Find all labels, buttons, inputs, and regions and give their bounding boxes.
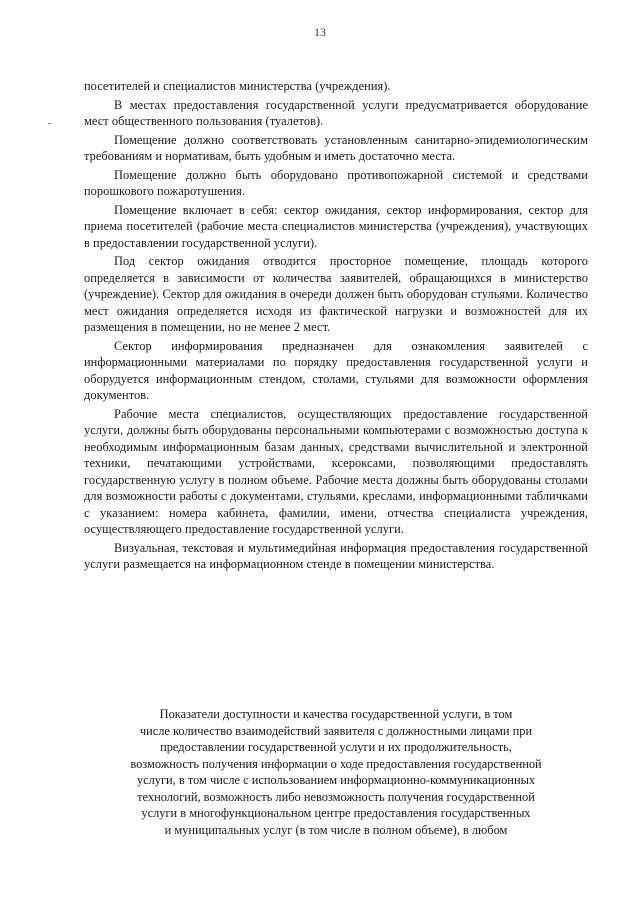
- margin-mark: [48, 123, 52, 124]
- heading-line: технологий, возможность либо невозможность получения государственной: [137, 789, 535, 804]
- paragraph-visual-information: Визуальная, текстовая и мультимедийная информация предоставления государственной услуги размещается на информационном стенде в помещении министерства.: [84, 540, 588, 571]
- paragraph-waiting-sector: Под сектор ожидания отводится просторное помещение, площадь которого определяется в зависимости от количества заявителей, обращающихся в министерство (учреждение). Сектор для ожидания в очереди должен быть оборудован стульями. Количество мест ожидания определяется исходя из фактической нагрузки и возможностей для их размещения в помещении, но не менее 2 мест.: [84, 254, 588, 334]
- paragraph-sanitary-requirements: Помещение должно соответствовать установленным санитарно-эпидемиологическим требованиям и нормативам, быть удобным и иметь достаточно места.: [84, 132, 588, 163]
- paragraph-fire-safety: Помещение должно быть оборудовано противопожарной системой и средствами порошкового пожаротушения.: [84, 167, 588, 198]
- heading-line: предоставлении государственной услуги и их продолжительность,: [160, 740, 512, 754]
- heading-line: услуги, в том числе с использованием информационно-коммуникационных: [136, 773, 536, 787]
- body-text: [84, 78, 588, 575]
- paragraph-public-facilities: В местах предоставления государственной услуги предусматривается оборудование мест общественного пользования (туалетов).: [84, 97, 588, 128]
- heading-line: возможность получения информации о ходе предоставления государственной: [130, 756, 542, 771]
- paragraph-workplaces: Рабочие места специалистов, осуществляющих предоставление государственной услуги, должны быть оборудованы персональными компьютерами с возможностью доступа к необходимым информационным базам данных, средствами вычислительной и электронной техники, печатающими устройствами, ксероксами, позволяющими предоставлять государственную услугу в полном объеме. Рабочие места должны быть оборудованы столами для возможности работы с документами, стульями, креслами, информационными табличками с указанием: номера кабинета, фамилии, имени, отчества специалиста учреждения, осуществляющего предоставление государственной услуги.: [84, 406, 588, 536]
- heading-line: Показатели доступности и качества государственной услуги, в том: [159, 707, 513, 721]
- heading-line: числе количество взаимодействий заявителя с должностными лицами при: [139, 723, 533, 738]
- heading-line: и муниципальных услуг (в том числе в полном объеме), в любом: [164, 822, 508, 837]
- paragraph-continuation: посетителей и специалистов министерства (учреждения).: [84, 79, 391, 93]
- paragraph-information-sector: Сектор информирования предназначен для ознакомления заявителей с информационными материалами по порядку предоставления государственной услуги и оборудуется информационным стендом, столами, стульями для возможности оформления документов.: [84, 338, 588, 402]
- section-heading: [84, 706, 588, 838]
- heading-line: услуги в многофункциональном центре предоставления государственных: [141, 806, 531, 820]
- page-number: 13: [314, 25, 326, 39]
- paragraph-sectors: Помещение включает в себя: сектор ожидания, сектор информирования, сектор для приема посетителей (рабочие места специалистов министерства (учреждения), участвующих в предоставлении государственной услуги).: [84, 202, 588, 250]
